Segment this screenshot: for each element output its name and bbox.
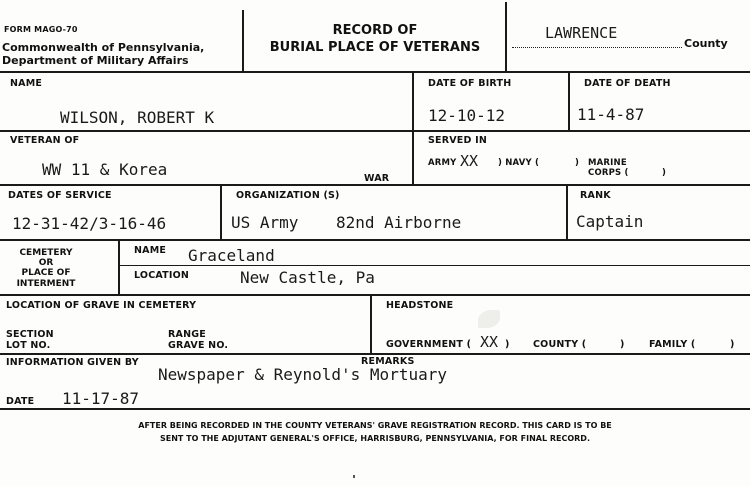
rank-value: Captain xyxy=(576,212,644,231)
leaf-watermark xyxy=(478,310,500,328)
marine-label-line-2: CORPS ( xyxy=(588,168,629,178)
hline-header xyxy=(0,71,750,73)
veteran-of-value: WW 11 & Korea xyxy=(42,160,168,179)
army-mark: XX xyxy=(460,152,479,170)
navy-close: ) xyxy=(575,158,580,168)
hline-veteran xyxy=(0,184,750,186)
veteran-name: WILSON, ROBERT K xyxy=(60,108,215,127)
date-value: 11-17-87 xyxy=(62,389,140,408)
headstone-label: HEADSTONE xyxy=(386,300,454,311)
grave-number-label: GRAVE NO. xyxy=(168,340,229,351)
veteran-of-label: VETERAN OF xyxy=(10,135,80,146)
range-label: RANGE xyxy=(168,329,206,340)
navy-label: ) NAVY ( xyxy=(498,158,540,168)
cemetery-label-line-4: INTERMENT xyxy=(16,279,76,289)
name-label: NAME xyxy=(10,78,43,89)
government-close: ) xyxy=(505,339,510,350)
vline-grave-headstone xyxy=(370,294,372,354)
form-title-line-2: BURIAL PLACE OF VETERANS xyxy=(269,40,481,55)
footer-instruction-line-2: SENT TO THE ADJUTANT GENERAL'S OFFICE, HARRISBURG, PENNSYLVANIA, FOR FINAL RECORD. xyxy=(160,434,590,443)
form-title-line-1: RECORD OF xyxy=(332,23,418,38)
dates-of-service-value: 12-31-42/3-16-46 xyxy=(12,214,167,233)
war-label: WAR xyxy=(364,173,390,184)
hline-info xyxy=(0,408,750,410)
organization-unit: 82nd Airborne xyxy=(336,213,462,232)
family-label: FAMILY ( xyxy=(649,339,696,350)
county-headstone-label: COUNTY ( xyxy=(533,339,587,350)
form-number: FORM MAGO-70 xyxy=(4,25,78,34)
county-dotted-line xyxy=(512,47,682,48)
grave-location-label: LOCATION OF GRAVE IN CEMETERY xyxy=(6,300,197,311)
location-value: New Castle, Pa xyxy=(240,268,375,287)
hline-cemetery-name xyxy=(118,265,750,266)
vline-org-rank xyxy=(566,184,568,240)
cemetery-name-value: Graceland xyxy=(188,246,275,265)
dates-of-service-label: DATES OF SERVICE xyxy=(8,190,112,201)
remarks-label: REMARKS xyxy=(361,356,415,367)
date-of-birth-label: DATE OF BIRTH xyxy=(428,78,512,89)
location-label: LOCATION xyxy=(134,270,190,281)
organization-branch: US Army xyxy=(231,213,299,232)
lot-number-label: LOT NO. xyxy=(6,340,51,351)
county-label: County xyxy=(684,37,728,50)
agency-line-2: Department of Military Affairs xyxy=(2,54,189,67)
vline-name-dob xyxy=(412,72,414,184)
paper-speck xyxy=(353,475,355,478)
vline-dob-dod xyxy=(568,72,570,131)
agency-line-1: Commonwealth of Pennsylvania, xyxy=(2,41,205,54)
hline-service xyxy=(0,239,750,241)
county-headstone-close: ) xyxy=(620,339,625,350)
vline-dates-org xyxy=(220,184,222,240)
date-label: DATE xyxy=(6,396,35,407)
marine-close: ) xyxy=(662,168,667,178)
rank-label: RANK xyxy=(580,190,611,201)
hline-name xyxy=(0,130,750,132)
government-mark: XX xyxy=(480,333,499,351)
family-close: ) xyxy=(730,339,735,350)
information-given-by-label: INFORMATION GIVEN BY xyxy=(6,357,139,368)
date-of-birth-value: 12-10-12 xyxy=(428,106,506,125)
cemetery-label-line-2: OR xyxy=(38,258,54,268)
hline-grave xyxy=(0,353,750,355)
date-of-death-value: 11-4-87 xyxy=(577,105,645,124)
government-label: GOVERNMENT ( xyxy=(386,339,472,350)
marine-label-line-1: MARINE xyxy=(588,158,627,168)
section-label: SECTION xyxy=(6,329,54,340)
information-given-by-value: Newspaper & Reynold's Mortuary xyxy=(158,365,447,384)
cemetery-name-label: NAME xyxy=(134,245,167,256)
organization-label: ORGANIZATION (S) xyxy=(236,190,340,201)
army-label: ARMY xyxy=(428,158,457,168)
cemetery-label-line-1: CEMETERY xyxy=(19,248,73,258)
footer-instruction-line-1: AFTER BEING RECORDED IN THE COUNTY VETERANS' GRAVE REGISTRATION RECORD. THIS CARD IS TO BE xyxy=(138,421,612,430)
served-in-label: SERVED IN xyxy=(428,135,487,146)
vline-cemetery xyxy=(118,239,120,294)
cemetery-label-line-3: PLACE OF xyxy=(21,268,71,278)
county-value: LAWRENCE xyxy=(545,24,618,42)
date-of-death-label: DATE OF DEATH xyxy=(584,78,671,89)
hline-cemetery xyxy=(0,294,750,296)
